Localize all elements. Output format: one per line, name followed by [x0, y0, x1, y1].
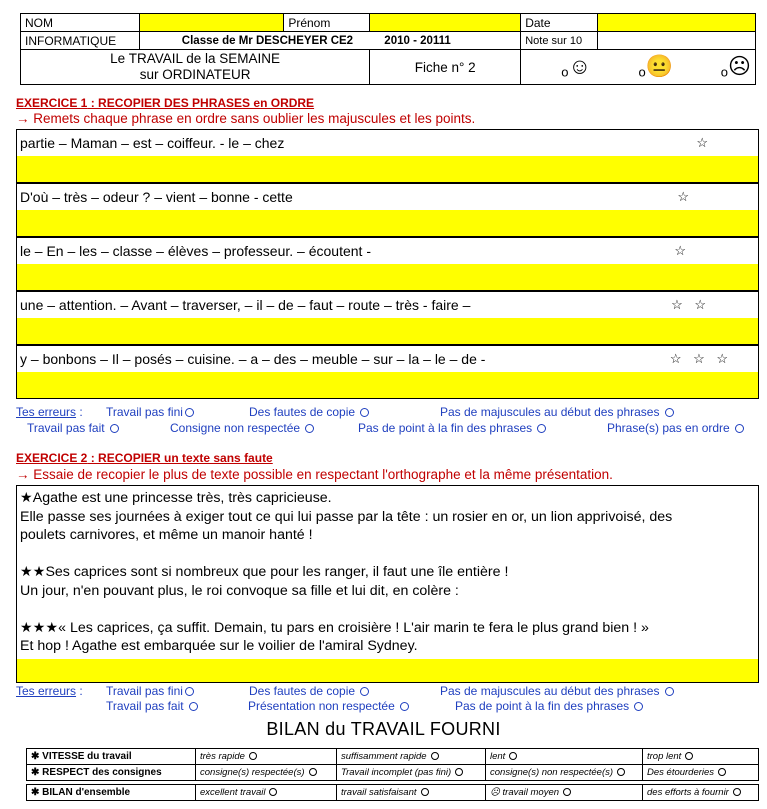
- bilan-row-speed: ✱ VITESSE du travail très rapide suffisamment rapide lent trop lent: [27, 749, 759, 765]
- class-info: [139, 32, 520, 50]
- class-label: Classe de Mr DESCHEYER CE2: [181, 34, 354, 47]
- happy-face-icon[interactable]: ☺: [568, 54, 591, 79]
- error-option[interactable]: Des fautes de copie: [249, 684, 369, 698]
- bilan-option[interactable]: excellent travail: [196, 785, 337, 801]
- star-icon: ★★: [20, 564, 46, 580]
- sentence-text: le – En – les – classe – élèves – professeur. – écoutent -: [20, 243, 371, 259]
- bilan-option[interactable]: ☹ travail moyen: [486, 785, 643, 801]
- mood-faces: o☺ o😐 o☹: [521, 50, 756, 85]
- star-icon: ☆: [696, 135, 712, 150]
- answer-field-5[interactable]: [16, 372, 759, 399]
- sentence-text: partie – Maman – est – coiffeur. - le – chez: [20, 135, 285, 151]
- bilan-option[interactable]: consigne(s) non respectée(s): [486, 765, 643, 781]
- bilan-option[interactable]: travail satisfaisant: [337, 785, 486, 801]
- sentence-row-2: [16, 183, 759, 211]
- bilan-option[interactable]: lent: [486, 749, 643, 765]
- errors-label: Tes erreurs :: [16, 405, 83, 419]
- error-option[interactable]: Phrase(s) pas en ordre: [607, 421, 744, 435]
- sad-face-icon[interactable]: ☹: [728, 54, 751, 79]
- error-option[interactable]: Pas de point à la fin des phrases: [358, 421, 546, 435]
- star-icon: ★★★: [20, 619, 59, 636]
- neutral-face-icon[interactable]: 😐: [645, 54, 674, 79]
- copy-answer-field[interactable]: [16, 659, 759, 683]
- bilan-row-overall: ✱ BILAN d'ensemble excellent travail travail satisfaisant ☹ travail moyen des efforts à fournir: [27, 785, 759, 801]
- date-label: Date: [521, 14, 598, 32]
- exercise1-instruction: → Remets chaque phrase en ordre sans oublier les majuscules et les points.: [16, 111, 476, 126]
- sentence-row-5: [16, 345, 759, 373]
- nom-field[interactable]: [139, 14, 284, 32]
- nom-label: NOM: [21, 14, 140, 32]
- sentence-row-1: [16, 129, 759, 157]
- exercise1-title: EXERCICE 1 : RECOPIER DES PHRASES en ORDRE: [16, 96, 315, 110]
- exercise2-title: EXERCICE 2 : RECOPIER un texte sans faute: [16, 451, 273, 465]
- answer-field-3[interactable]: [16, 264, 759, 291]
- answer-field-2[interactable]: [16, 210, 759, 237]
- sentence-text: D'où – très – odeur ? – vient – bonne - cette: [20, 189, 293, 205]
- error-option[interactable]: Présentation non respectée: [248, 699, 409, 713]
- prenom-field[interactable]: [370, 14, 521, 32]
- note-field[interactable]: [598, 32, 756, 50]
- star-icon: ★: [20, 490, 33, 506]
- sentence-row-3: [16, 237, 759, 265]
- subject-label: INFORMATIQUE: [21, 32, 140, 50]
- sheet-title: [21, 50, 370, 85]
- bilan-table: [26, 748, 759, 801]
- sentence-text: une – attention. – Avant – traverser, – il – de – faut – route – très - faire –: [20, 297, 471, 313]
- bilan-option[interactable]: trop lent: [643, 749, 759, 765]
- bilan-option[interactable]: consigne(s) respectée(s): [196, 765, 337, 781]
- error-option[interactable]: Travail pas fini: [106, 405, 194, 419]
- answer-field-1[interactable]: [16, 156, 759, 183]
- bilan-option[interactable]: Travail incomplet (pas fini): [337, 765, 486, 781]
- error-option[interactable]: Consigne non respectée: [170, 421, 314, 435]
- error-option[interactable]: Pas de majuscules au début des phrases: [440, 684, 674, 698]
- exercise2-instruction: → Essaie de recopier le plus de texte possible en respectant l'orthographe et la même présentation.: [16, 467, 613, 482]
- star-icon: ☆: [674, 243, 690, 258]
- star-icon: ☆ ☆ ☆: [669, 351, 732, 366]
- star-icon: ☆ ☆: [671, 297, 710, 312]
- fiche-number: Fiche n° 2: [370, 50, 521, 85]
- error-option[interactable]: Des fautes de copie: [249, 405, 369, 419]
- date-field[interactable]: [598, 14, 756, 32]
- bilan-option[interactable]: Des étourderies: [643, 765, 759, 781]
- model-text: ★Agathe est une princesse très, très capricieuse. Elle passe ses journées à exiger tout ce qui lui passe par la tête : un rosier en or, un lion apprivoisé, des poulets carnivores, et même un manoir hanté ! ★★Ses caprices sont si nombreux que pour les ranger, il faut une île entière ! Un jour, n'en pouvant plus, le roi convoque sa fille et lui dit, en colère : ★★★« Les caprices, ça suffit. Demain, tu pars en croisière ! L'air marin te fera le plus grand bien ! » Et hop ! Agathe est embarquée sur le voilier de l'amiral Sydney.: [16, 485, 759, 660]
- error-option[interactable]: Travail pas fini: [106, 684, 194, 698]
- star-icon: ☆: [677, 189, 693, 204]
- bilan-row-respect: ✱ RESPECT des consignes consigne(s) respectée(s) Travail incomplet (pas fini) consigne(s) non respectée(s) Des étourderies: [27, 765, 759, 781]
- error-option[interactable]: Travail pas fait: [106, 699, 198, 713]
- answer-field-4[interactable]: [16, 318, 759, 345]
- header-table: [20, 13, 756, 85]
- sentence-text: y – bonbons – Il – posés – cuisine. – a – des – meuble – sur – la – le – de -: [20, 351, 486, 367]
- bilan-option[interactable]: des efforts à fournir: [643, 785, 759, 801]
- sentence-row-4: [16, 291, 759, 319]
- note-label: Note sur 10: [521, 32, 598, 50]
- bilan-option[interactable]: très rapide: [196, 749, 337, 765]
- error-option[interactable]: Travail pas fait: [27, 421, 119, 435]
- school-year: 2010 - 20111: [384, 34, 451, 47]
- bilan-option[interactable]: suffisamment rapide: [337, 749, 486, 765]
- errors-label: Tes erreurs :: [16, 684, 83, 698]
- bilan-title: BILAN du TRAVAIL FOURNI: [266, 719, 501, 739]
- error-option[interactable]: Pas de point à la fin des phrases: [455, 699, 643, 713]
- sheet-title-line1: Le TRAVAIL de la SEMAINE: [110, 51, 280, 66]
- error-option[interactable]: Pas de majuscules au début des phrases: [440, 405, 674, 419]
- sheet-title-line2: sur ORDINATEUR: [139, 67, 251, 82]
- prenom-label: Prénom: [284, 14, 370, 32]
